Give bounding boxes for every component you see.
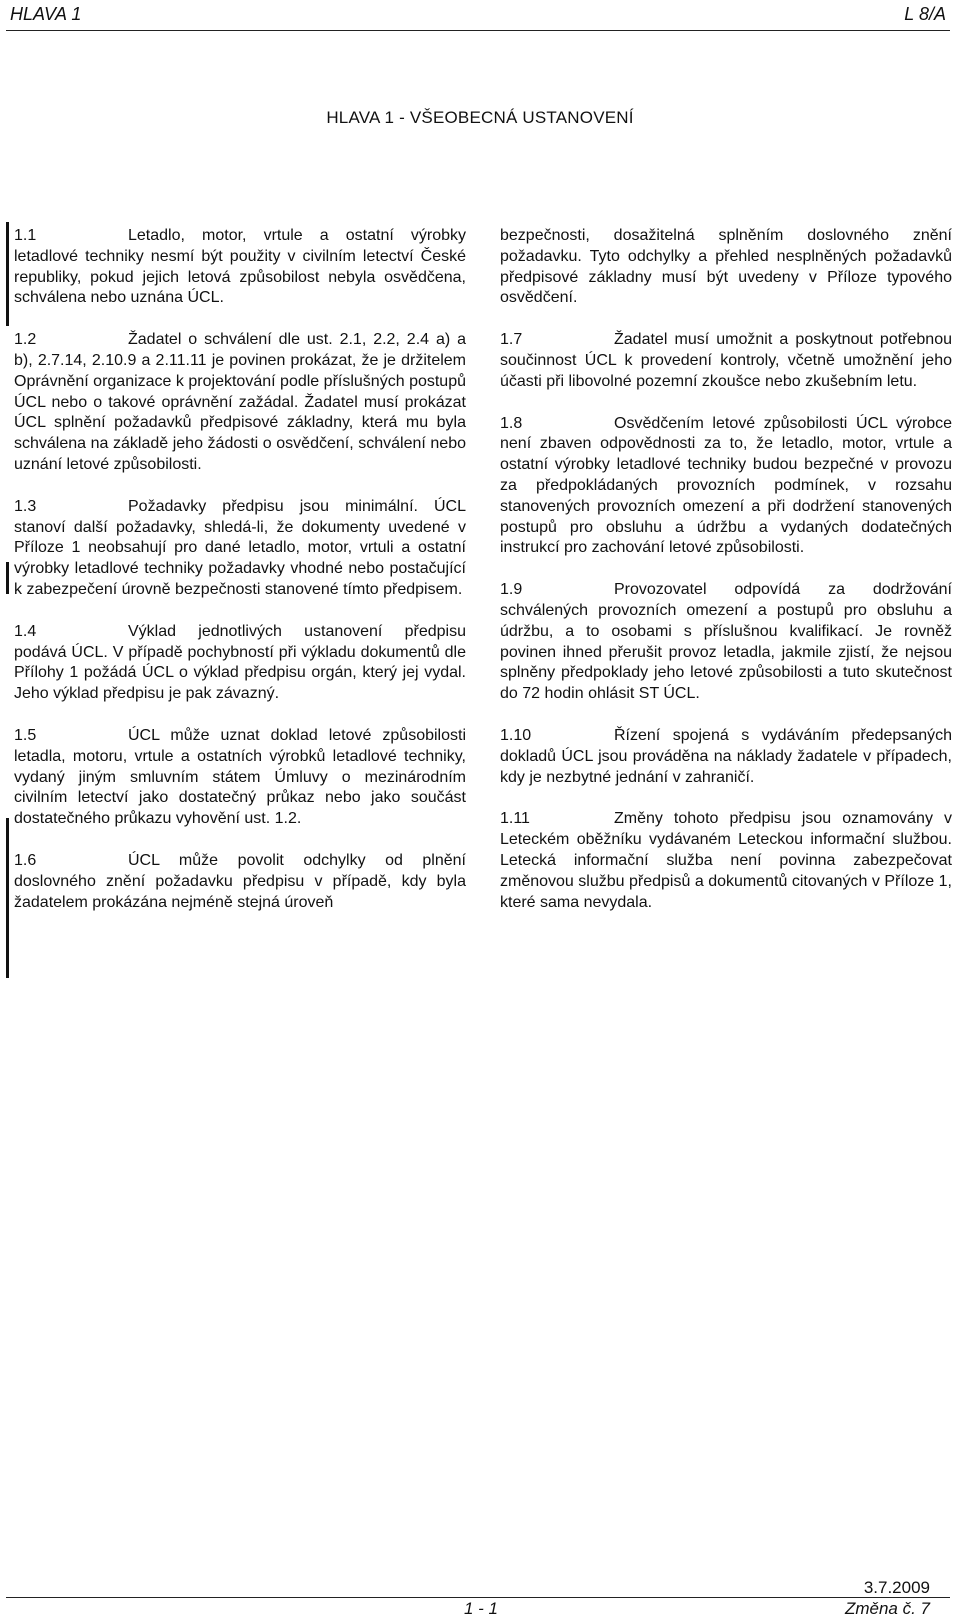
paragraph-number: 1.11: [500, 810, 530, 828]
footer-date: 3.7.2009: [863, 1578, 930, 1597]
paragraph-1-6-continued: [500, 226, 952, 309]
paragraph-1-5: [14, 726, 466, 830]
paragraph-1-7: [500, 330, 952, 392]
paragraph-1-3: [14, 497, 466, 601]
change-bar: [6, 818, 9, 978]
paragraph-number: 1.4: [14, 622, 37, 640]
header-divider: [6, 30, 950, 31]
paragraph-number: 1.5: [14, 726, 37, 744]
left-column: [14, 226, 466, 934]
paragraph-number: 1.3: [14, 497, 37, 515]
page-title: HLAVA 1 - VŠEOBECNÁ USTANOVENÍ: [326, 108, 634, 127]
paragraph-number: 1.8: [500, 414, 523, 432]
paragraph-1-1: [14, 226, 466, 309]
paragraph-number: 1.6: [14, 851, 37, 869]
paragraph-text: Žadatel o schválení dle ust. 2.1, 2.2, 2.4 a) a b), 2.7.14, 2.10.9 a 2.11.11 je povinen prokázat, že je držitelem Oprávnění organizace k projektování podle příslušných postupů ÚCL nebo o takové oprávnění zažádal. Žadatel musí prokázat ÚCL splnění požadavků předpisové základny, která mu byla schválena na základě jeho žádosti o osvědčení, schválení nebo uznání letové způsobilosti.: [14, 331, 466, 473]
paragraph-text: Požadavky předpisu jsou minimální. ÚCL stanoví další požadavky, shledá-li, že dokumenty uvedené v Příloze 1 neobsahují pro dané letadlo, motor, vrtuli a ostatní výrobky letadlové techniky požadavky vhodné nebo postačující k zabezpečení úrovně bezpečnosti stanovené tímto předpisem.: [14, 497, 466, 598]
paragraph-1-9: [500, 580, 952, 705]
paragraph-1-2: [14, 330, 466, 476]
right-column: [500, 226, 952, 934]
change-bar: [6, 222, 9, 326]
paragraph-text: Letadlo, motor, vrtule a ostatní výrobky letadlové techniky nesmí být použity v civilním letectví České republiky, pokud jejich letová způsobilost nebyla osvědčena, schválena nebo uznána ÚCL.: [14, 227, 466, 307]
paragraph-1-11: [500, 809, 952, 913]
paragraph-text: Osvědčením letové způsobilosti ÚCL výrobce není zbaven odpovědnosti za to, že letadlo, motor, vrtule a ostatní výrobky letadlové techniky budou bezpečné v provozu za předpokládaných provozních podmínek, v rozsahu stanovených provozních omezení a při dodržení stanovených postupů pro obsluhu a údržbu a vydaných dodatečných instrukcí pro zachování letové způsobilosti.: [500, 414, 952, 557]
paragraph-text: bezpečnosti, dosažitelná splněním doslovného znění požadavku. Tyto odchylky a přehled nesplněných požadavků předpisové základny musí být uvedeny v Příloze typového osvědčení.: [500, 227, 952, 307]
footer-change-number: Změna č. 7: [844, 1599, 930, 1618]
paragraph-number: 1.10: [500, 726, 532, 744]
header-chapter: HLAVA 1: [10, 4, 82, 24]
paragraph-text: Řízení spojená s vydáváním předepsaných dokladů ÚCL jsou prováděna na náklady žadatele v případech, kdy je nezbytné jednání v zahraničí.: [500, 726, 952, 786]
change-bar: [6, 562, 9, 594]
paragraph-1-6: [14, 851, 466, 913]
paragraph-1-10: [500, 726, 952, 788]
header-regulation-code: L 8/A: [904, 4, 946, 24]
footer-page-number: 1 - 1: [464, 1599, 499, 1618]
paragraph-text: Změny tohoto předpisu jsou oznamovány v Leteckém oběžníku vydávaném Leteckou informační službou. Letecká informační služba není povinna zabezpečovat změnovou službu předpisů a dokumentů citovaných v Příloze 1, které sama nevydala.: [500, 810, 952, 911]
paragraph-text: Provozovatel odpovídá za dodržování schválených provozních omezení a postupů pro obsluhu a údržbu, a to osobami s příslušnou kvalifikací. Je rovněž povinen ihned přerušit provoz letadla, jakmile zjistí, že nejsou splněny předpoklady jeho letové způsobilosti a tuto skutečnost do 72 hodin ohlásit ST ÚCL.: [500, 581, 952, 703]
paragraph-1-4: [14, 622, 466, 705]
paragraph-number: 1.2: [14, 331, 37, 349]
paragraph-text: Žadatel musí umožnit a poskytnout potřebnou součinnost ÚCL k provedení kontroly, včetně umožnění jeho účasti při libovolné pozemní zkoušce nebo zkušebním letu.: [500, 331, 952, 390]
paragraph-number: 1.7: [500, 331, 523, 349]
footer-divider: [6, 1597, 950, 1598]
paragraph-number: 1.1: [14, 227, 37, 244]
paragraph-text: ÚCL může povolit odchylky od plnění doslovného znění požadavku předpisu v případě, kdy byla žadatelem prokázána nejméně stejná úroveň: [14, 851, 466, 911]
paragraph-1-8: [500, 414, 952, 560]
paragraph-text: ÚCL může uznat doklad letové způsobilosti letadla, motoru, vrtule a ostatních výrobků letadlové techniky, vydaný jiným smluvním státem Úmluvy o mezinárodním civilním letectví jako dostatečný průkaz nebo jako součást dostatečného průkazu vyhovění ust. 1.2.: [14, 726, 466, 828]
paragraph-text: Výklad jednotlivých ustanovení předpisu podává ÚCL. V případě pochybností při výkladu dokumentů dle Přílohy 1 požádá ÚCL o výklad předpisu orgán, který jej vydal. Jeho výklad předpisu je pak závazný.: [14, 622, 466, 703]
paragraph-number: 1.9: [500, 581, 523, 599]
